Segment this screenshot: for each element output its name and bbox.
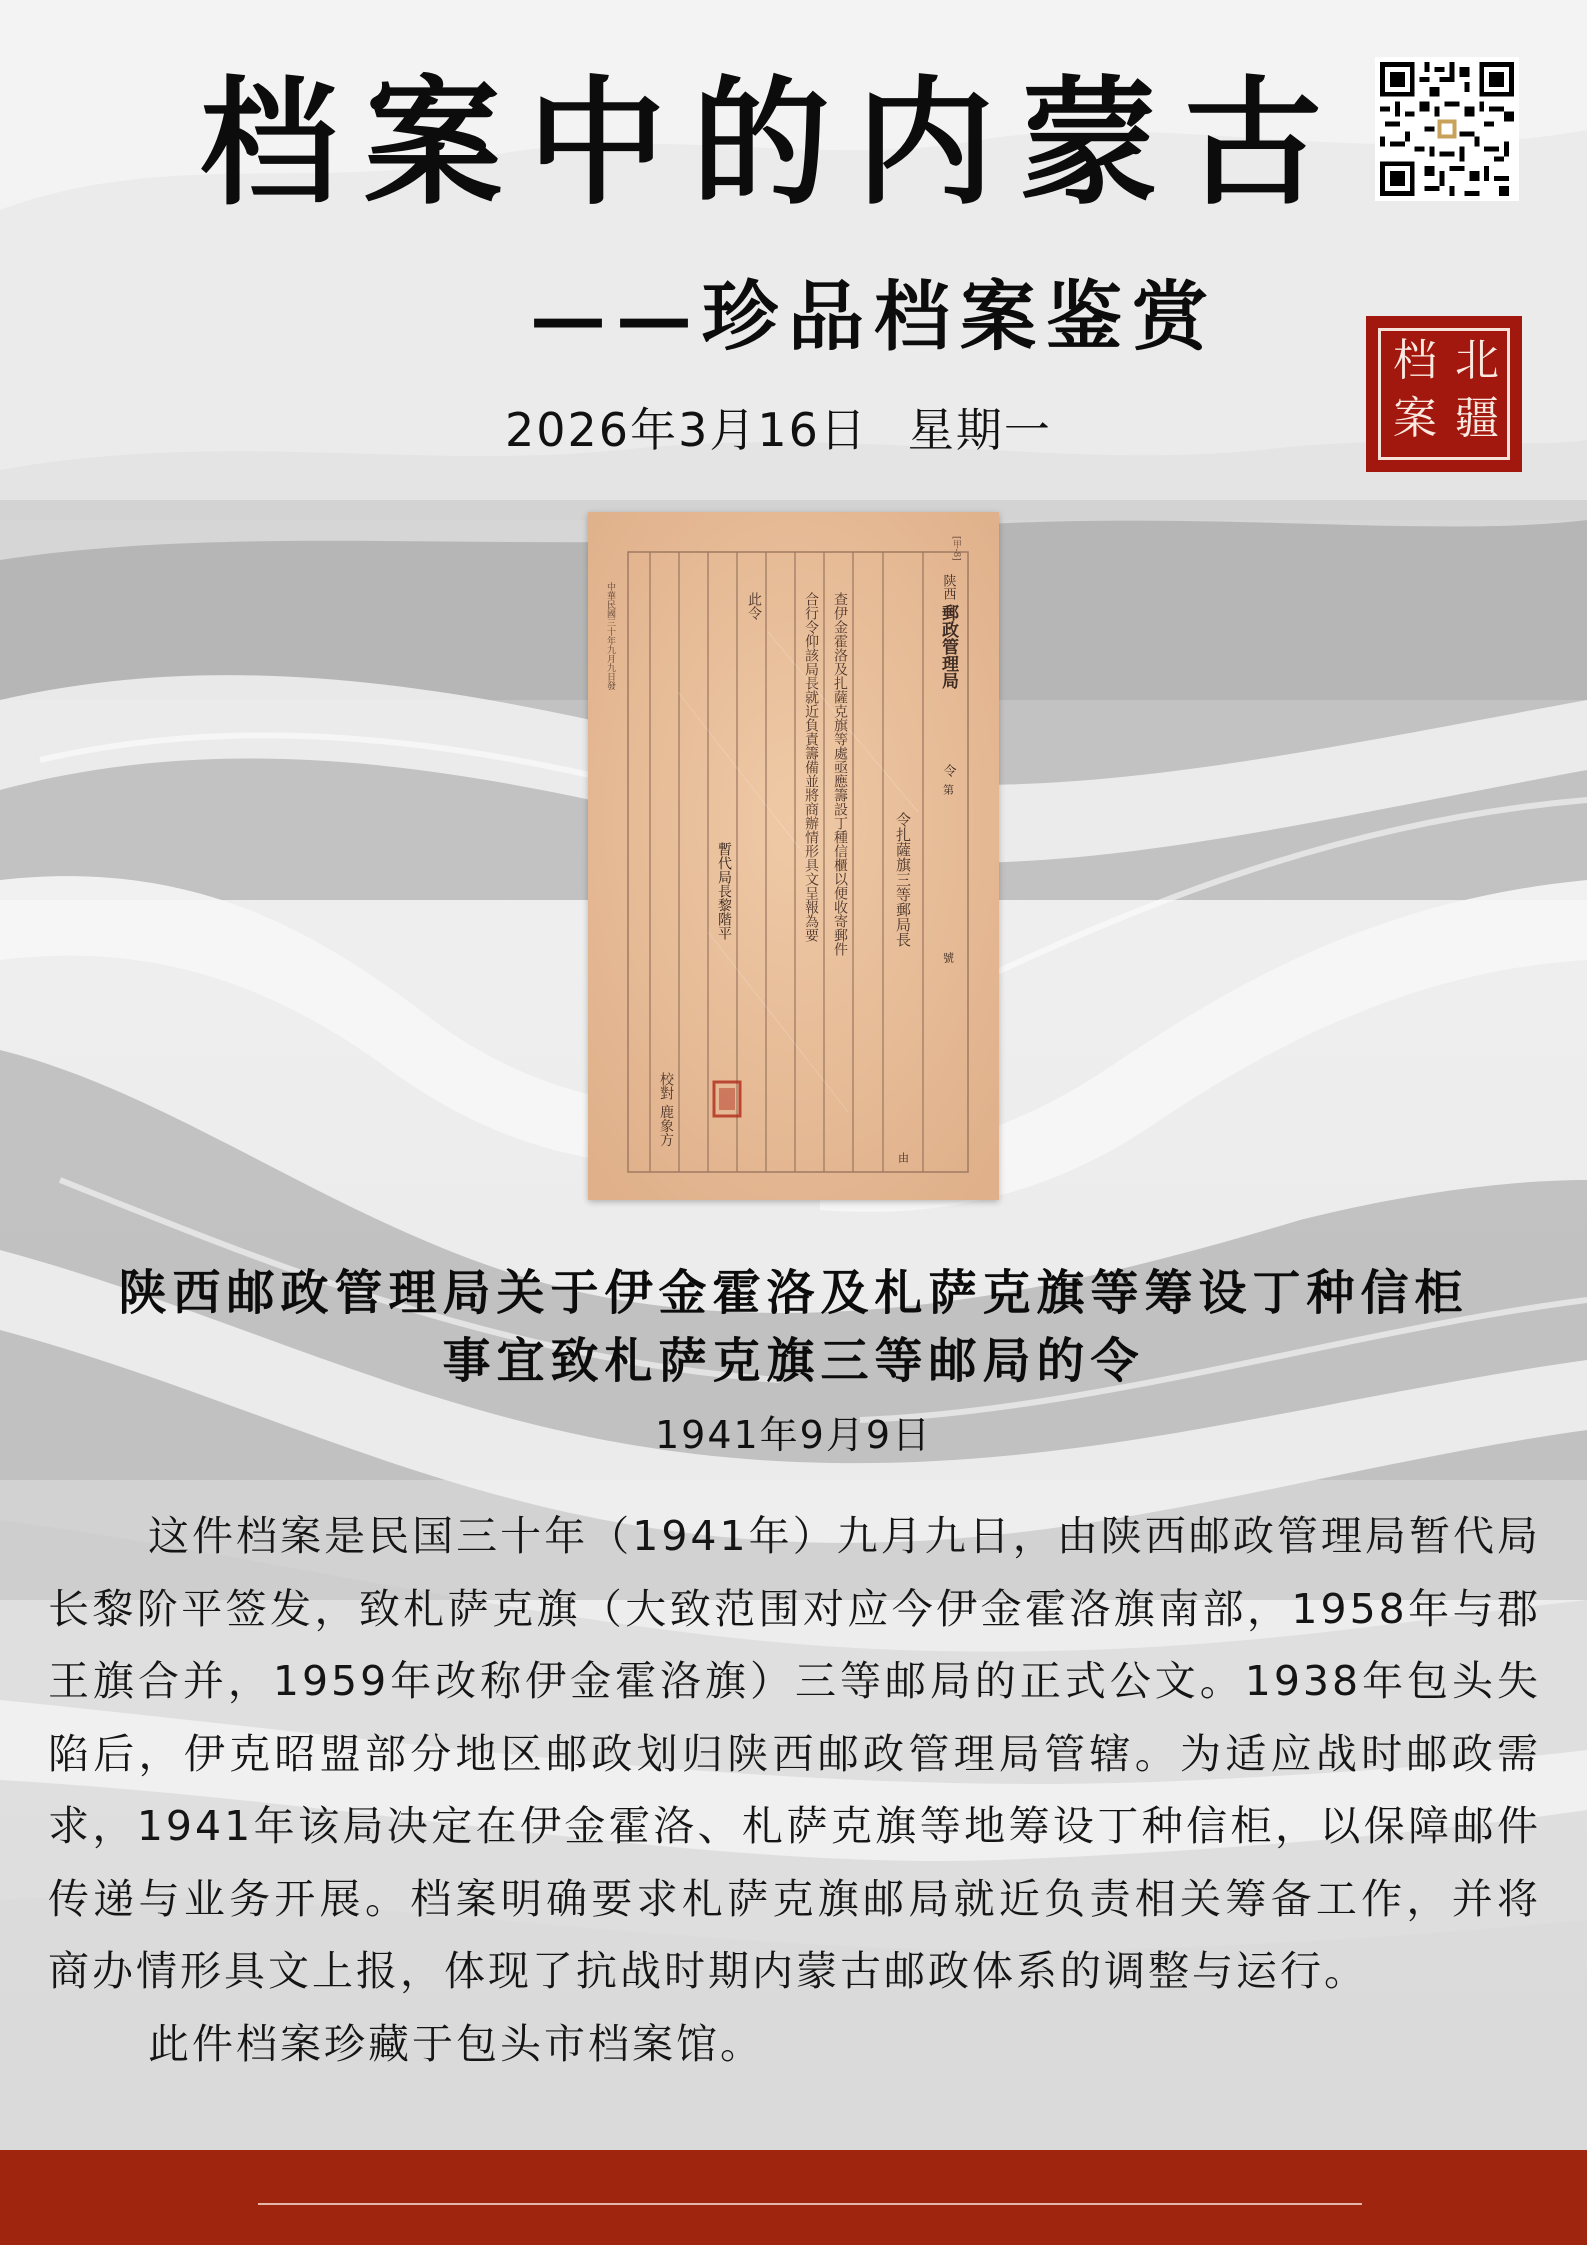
archive-document-photo (588, 512, 999, 1200)
seal-stamp (1366, 316, 1522, 472)
caption-date: 1941年9月9日 (654, 1413, 933, 1457)
doc-col-signer: 暫代局長黎階平 (716, 842, 732, 940)
doc-col-body-1: 查伊金霍洛及扎薩克旗等處亟應籌設丁種信櫃以便收寄郵件 (832, 592, 848, 956)
doc-header-side: 陕西 (940, 574, 956, 600)
body-paragraph-2: 此件档案珍藏于包头市档案馆。 (148, 2019, 764, 2068)
seal-char-2: 疆 (1455, 393, 1499, 444)
doc-col-checker: 校對 鹿象方 (658, 1072, 674, 1147)
footer-bar (0, 2150, 1587, 2245)
qr-code-icon (1375, 57, 1519, 201)
body-text (48, 1500, 1541, 2080)
doc-header-number: 第 (941, 784, 955, 795)
seal-char-1: 北 (1455, 335, 1499, 386)
doc-header-hao: 號 (941, 952, 955, 963)
body-paragraph-1: 这件档案是民国三十年（1941年）九月九日，由陕西邮政管理局暂代局长黎阶平签发，致札萨克旗（大致范围对应今伊金霍洛旗南部，1958年与郡王旗合并，1959年改称伊金霍洛旗）三等邮局的正式公文。1938年包头失陷后，伊克昭盟部分地区邮政划归陕西邮政管理局管辖。为适应战时邮政需求，1941年该局决定在伊金霍洛、札萨克旗等地筹设丁种信柜，以保障邮件传递与业务开展。档案明确要求札萨克旗邮局就近负责相关筹备工作，并将商办情形具文上报，体现了抗战时期内蒙古邮政体系的调整与运行。 (48, 1512, 1541, 1995)
seal-char-3: 档 (1393, 335, 1437, 386)
doc-corner-label: [甲-8] (951, 536, 961, 561)
date-text: 2026年3月16日 (505, 403, 868, 457)
caption-line-2: 事宜致札萨克旗三等邮局的令 (442, 1333, 1145, 1389)
subtitle: ——珍品档案鉴赏 (530, 272, 1218, 361)
date-line (505, 400, 1052, 460)
caption-line-1: 陕西邮政管理局关于伊金霍洛及札萨克旗等筹设丁种信柜 (118, 1265, 1469, 1321)
weekday-text: 星期一 (907, 403, 1052, 457)
doc-col-date: 中華民國三十年九月九日發 (605, 582, 615, 690)
doc-header-order: 令 (940, 764, 956, 777)
footer-divider (258, 2203, 1362, 2205)
doc-col-body-2: 合行令仰該局長就近負責籌備並將商辦情形具文呈報為要 (803, 592, 819, 942)
doc-bottom-mark: 由 (896, 1152, 910, 1163)
doc-col-addressee: 令扎薩旗三等郵局長 (894, 812, 912, 947)
main-title: 档案中的内蒙古 (200, 61, 1349, 224)
doc-header-bureau: 郵政管理局 (938, 604, 958, 689)
doc-col-order: 此令 (746, 592, 762, 620)
seal-char-4: 案 (1393, 393, 1437, 444)
